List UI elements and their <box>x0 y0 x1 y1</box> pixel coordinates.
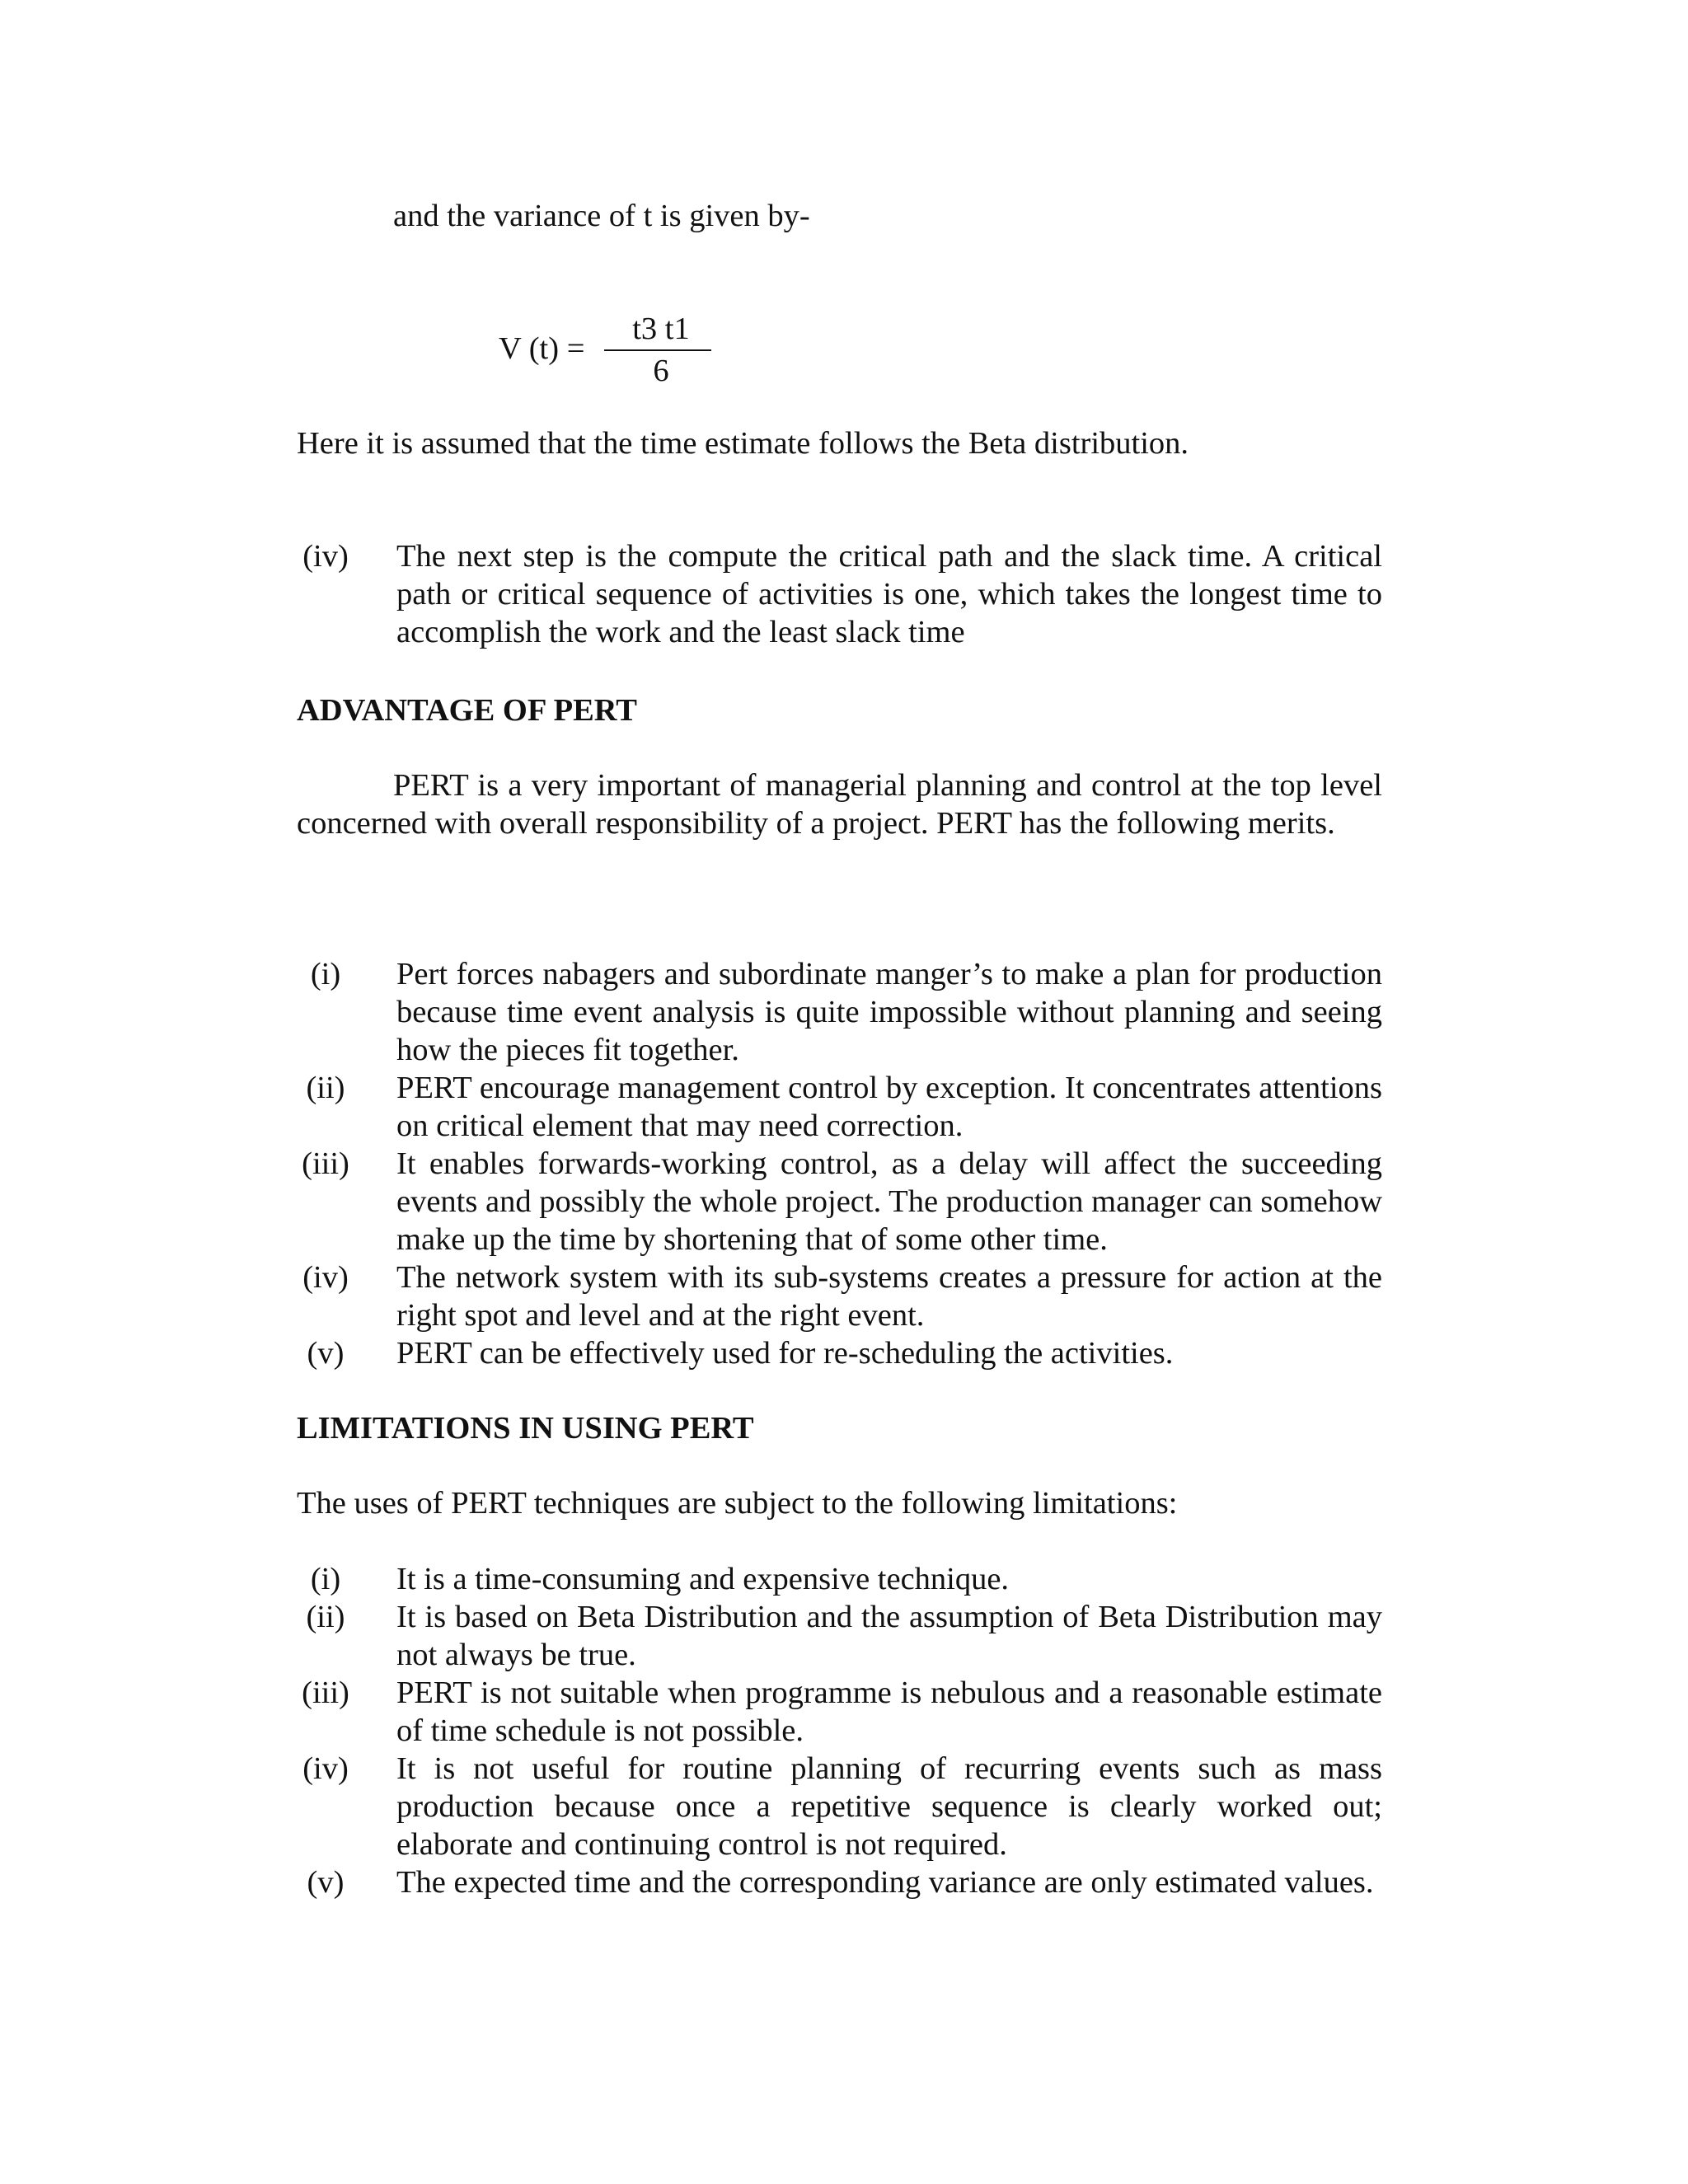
list-item-number: (iii) <box>302 1675 349 1710</box>
list-item <box>297 955 1382 1069</box>
list-item <box>297 1145 1382 1258</box>
list-item <box>297 1069 1382 1145</box>
list-item <box>297 1750 1382 1863</box>
list-item <box>297 1258 1382 1334</box>
list-item-text: Pert forces nabagers and subordinate manger’s to make a plan for production because time event analysis is quite impossible without planning and seeing how the pieces fit together. <box>396 957 1382 1067</box>
limitations-heading: LIMITATIONS IN USING PERT <box>297 1411 754 1446</box>
intro-line: and the variance of t is given by- <box>393 199 810 233</box>
list-item-number: (v) <box>307 1336 345 1371</box>
beta-note: Here it is assumed that the time estimate follows the Beta distribution. <box>297 426 1189 461</box>
formula-lhs: V (t) = <box>499 331 585 366</box>
list-item-text: The next step is the compute the critical path and the slack time. A critical path or critical sequence of activities is one, which takes the longest time to accomplish the work and the least slack time <box>396 539 1382 649</box>
list-item-text: PERT can be effectively used for re-scheduling the activities. <box>396 1336 1174 1371</box>
list-item-text: PERT encourage management control by exception. It concentrates attentions on critical element that may need correction. <box>396 1071 1382 1143</box>
list-item-text: PERT is not suitable when programme is nebulous and a reasonable estimate of time schedule is not possible. <box>396 1675 1382 1748</box>
list-item <box>297 1334 1382 1372</box>
list-item-number: (iv) <box>302 1260 349 1295</box>
list-item-number: (iv) <box>302 1751 349 1786</box>
limitations-list <box>297 1560 1382 1901</box>
list-item-number: (i) <box>310 1562 341 1596</box>
list-item <box>297 1598 1382 1674</box>
list-item <box>297 537 1382 651</box>
list-item <box>297 1674 1382 1750</box>
list-item <box>297 1560 1382 1598</box>
list-item-text: It is a time-consuming and expensive technique. <box>396 1562 1010 1596</box>
list-item-number: (iv) <box>302 539 349 574</box>
list-item-text: It enables forwards-working control, as a delay will affect the succeeding events and possibly the whole project. The production manager can somehow make up the time by shortening that of some other time. <box>396 1146 1382 1257</box>
step-list <box>297 537 1382 651</box>
formula-denominator: 6 <box>653 354 669 388</box>
advantage-heading: ADVANTAGE OF PERT <box>297 693 637 728</box>
variance-formula <box>499 312 713 407</box>
list-item-number: (i) <box>310 957 341 991</box>
list-item-text: It is not useful for routine planning of recurring events such as mass production because once a repetitive sequence is clearly worked out; elaborate and continuing control is not required. <box>396 1751 1382 1862</box>
list-item-number: (ii) <box>306 1600 345 1634</box>
advantage-paragraph: PERT is a very important of managerial planning and control at the top level concerned with overall responsibility of a project. PERT has the following merits. <box>297 768 1382 841</box>
list-item-text: The expected time and the corresponding variance are only estimated values. <box>396 1865 1374 1900</box>
list-item-number: (iii) <box>302 1146 349 1181</box>
fraction-bar <box>604 349 711 351</box>
list-item-number: (v) <box>307 1865 345 1900</box>
limitations-intro: The uses of PERT techniques are subject to the following limitations: <box>297 1486 1178 1521</box>
list-item <box>297 1863 1382 1901</box>
list-item-text: It is based on Beta Distribution and the assumption of Beta Distribution may not always be true. <box>396 1600 1382 1672</box>
list-item-number: (ii) <box>306 1071 345 1105</box>
list-item-text: The network system with its sub-systems creates a pressure for action at the right spot and level and at the right event. <box>396 1260 1382 1333</box>
formula-numerator: t3 t1 <box>632 312 690 346</box>
advantage-list <box>297 955 1382 1372</box>
